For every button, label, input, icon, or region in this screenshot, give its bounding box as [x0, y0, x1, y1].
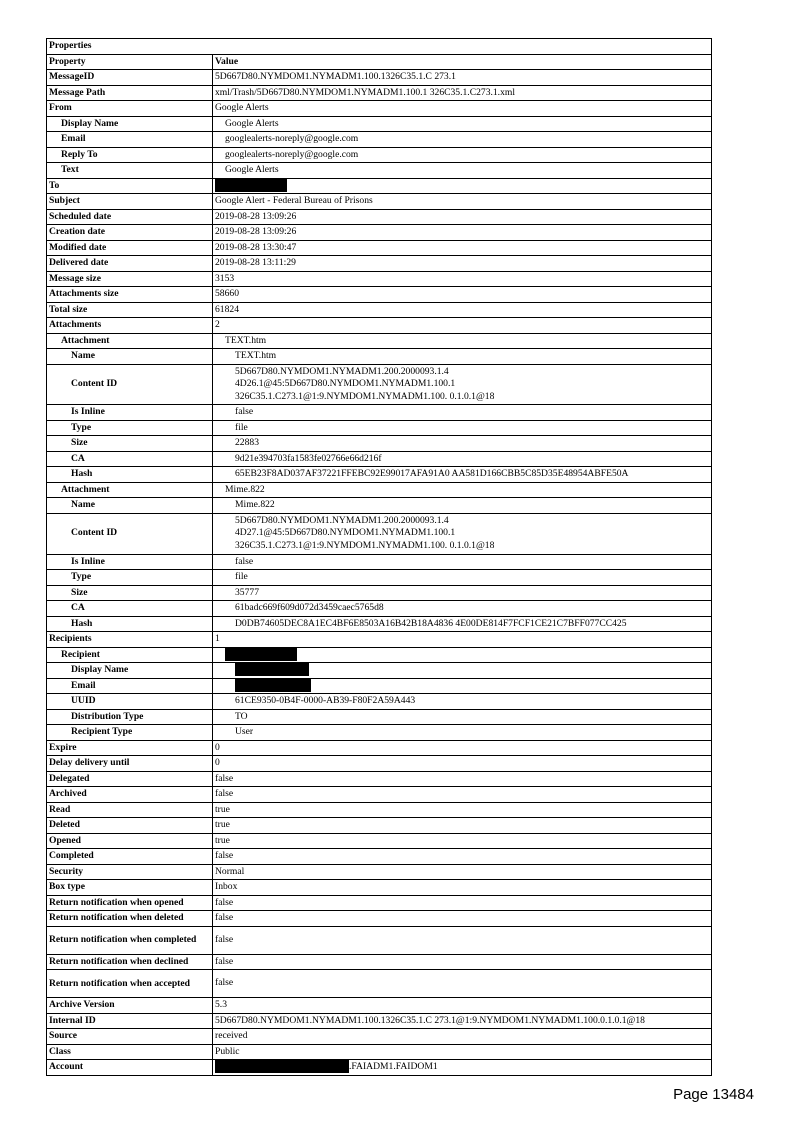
- table-row: [47, 467, 712, 483]
- table-row: [47, 954, 712, 970]
- row-key: Subject: [47, 194, 213, 210]
- row-value: 5D667D80.NYMDOM1.NYMADM1.100.1326C35.1.C 273.1@1:9.NYMDOM1.NYMADM1.100.0.1.0.1@18: [213, 1013, 712, 1029]
- row-value: 35777: [213, 585, 712, 601]
- row-value: true: [213, 833, 712, 849]
- row-key: Email: [47, 678, 213, 694]
- table-row: [47, 318, 712, 334]
- redaction-block: [235, 679, 311, 692]
- row-key: Archived: [47, 787, 213, 803]
- content-id-line: 5D667D80.NYMDOM1.NYMADM1.200.2000093.1.4: [235, 365, 449, 377]
- row-value: TEXT.htm: [213, 333, 712, 349]
- row-value: false: [213, 895, 712, 911]
- row-value: 2019-08-28 13:30:47: [213, 240, 712, 256]
- table-row: [47, 482, 712, 498]
- row-value: TEXT.htm: [213, 349, 712, 365]
- row-key: Return notification when declined: [47, 954, 213, 970]
- row-key: Class: [47, 1044, 213, 1060]
- table-row: [47, 132, 712, 148]
- table-row: [47, 756, 712, 772]
- row-key: Scheduled date: [47, 209, 213, 225]
- row-key: Deleted: [47, 818, 213, 834]
- table-header-row: [47, 54, 712, 70]
- row-value: false: [213, 954, 712, 970]
- column-header-value: Value: [213, 54, 712, 70]
- row-key: Total size: [47, 302, 213, 318]
- table-row: [47, 163, 712, 179]
- row-value: false: [213, 849, 712, 865]
- row-key: Source: [47, 1029, 213, 1045]
- row-key: Delay delivery until: [47, 756, 213, 772]
- row-value: xml/Trash/5D667D80.NYMDOM1.NYMADM1.100.1 326C35.1.C273.1.xml: [213, 85, 712, 101]
- row-key: UUID: [47, 694, 213, 710]
- row-key: Return notification when completed: [47, 926, 213, 954]
- table-row: [47, 663, 712, 679]
- table-row: [47, 554, 712, 570]
- content-id-line: 4D26.1@45:5D667D80.NYMDOM1.NYMADM1.100.1: [235, 378, 456, 390]
- row-key: Hash: [47, 467, 213, 483]
- row-value: [213, 513, 712, 554]
- row-value: Normal: [213, 864, 712, 880]
- row-value: 61824: [213, 302, 712, 318]
- table-row: [47, 926, 712, 954]
- table-row: [47, 256, 712, 272]
- row-key: Attachments size: [47, 287, 213, 303]
- table-row: [47, 895, 712, 911]
- table-row: [47, 647, 712, 663]
- content-id-line: 5D667D80.NYMDOM1.NYMADM1.200.2000093.1.4: [235, 514, 449, 526]
- table-row: [47, 287, 712, 303]
- table-row: [47, 420, 712, 436]
- row-value: 9d21e394703fa1583fe02766e66d216f: [213, 451, 712, 467]
- row-value: User: [213, 725, 712, 741]
- account-suffix: .FAIADM1.FAIDOM1: [349, 1061, 438, 1073]
- row-value: 2: [213, 318, 712, 334]
- row-key: Display Name: [47, 663, 213, 679]
- table-row: [47, 818, 712, 834]
- table-row: [47, 349, 712, 365]
- row-value: 61badc669f609d072d3459caec5765d8: [213, 601, 712, 617]
- table-row: [47, 271, 712, 287]
- row-value: googlealerts-noreply@google.com: [213, 132, 712, 148]
- row-key: From: [47, 101, 213, 117]
- row-key: Reply To: [47, 147, 213, 163]
- row-value: 1: [213, 632, 712, 648]
- content-id-line: 326C35.1.C273.1@1:9.NYMDOM1.NYMADM1.100. 0.1.0.1@18: [235, 390, 495, 402]
- row-key: Text: [47, 163, 213, 179]
- table-row: [47, 209, 712, 225]
- row-value: 5.3: [213, 998, 712, 1014]
- redaction-block: [235, 663, 309, 676]
- table-row: [47, 451, 712, 467]
- row-value: false: [213, 554, 712, 570]
- table-row: [47, 225, 712, 241]
- table-title: Properties: [47, 39, 712, 55]
- table-row: [47, 725, 712, 741]
- table-row: [47, 70, 712, 86]
- row-key: Expire: [47, 740, 213, 756]
- properties-sheet: [46, 38, 711, 1076]
- table-row: [47, 833, 712, 849]
- row-value: D0DB74605DEC8A1EC4BF6E8503A16B42B18A4836 4E00DE814F7FCF1CE21C7BFF077CC425: [213, 616, 712, 632]
- row-key: Display Name: [47, 116, 213, 132]
- row-value: file: [213, 420, 712, 436]
- row-value: false: [213, 970, 712, 998]
- table-title-row: [47, 39, 712, 55]
- row-key: Delegated: [47, 771, 213, 787]
- row-value: [213, 178, 712, 194]
- row-value: received: [213, 1029, 712, 1045]
- table-row: [47, 632, 712, 648]
- row-key: Recipient Type: [47, 725, 213, 741]
- row-value: Inbox: [213, 880, 712, 896]
- row-value: Google Alerts: [213, 163, 712, 179]
- table-row: [47, 1044, 712, 1060]
- table-row: [47, 709, 712, 725]
- row-value: [213, 364, 712, 405]
- row-key: Attachment: [47, 333, 213, 349]
- content-id-line: 4D27.1@45:5D667D80.NYMDOM1.NYMADM1.100.1: [235, 527, 456, 539]
- table-row: [47, 880, 712, 896]
- row-value: [213, 678, 712, 694]
- table-row: [47, 513, 712, 554]
- row-value: true: [213, 818, 712, 834]
- row-value: [213, 1060, 712, 1076]
- row-key: Is Inline: [47, 405, 213, 421]
- row-value: false: [213, 911, 712, 927]
- row-value: 5D667D80.NYMDOM1.NYMADM1.100.1326C35.1.C 273.1: [213, 70, 712, 86]
- table-row: [47, 771, 712, 787]
- row-key: Email: [47, 132, 213, 148]
- row-value: 2019-08-28 13:09:26: [213, 209, 712, 225]
- table-row: [47, 240, 712, 256]
- table-row: [47, 740, 712, 756]
- row-key: Message size: [47, 271, 213, 287]
- table-row: [47, 302, 712, 318]
- row-value: 2019-08-28 13:11:29: [213, 256, 712, 272]
- column-header-property: Property: [47, 54, 213, 70]
- row-key: Recipients: [47, 632, 213, 648]
- row-key: Internal ID: [47, 1013, 213, 1029]
- table-row: [47, 116, 712, 132]
- row-key: Name: [47, 349, 213, 365]
- row-value: 0: [213, 740, 712, 756]
- row-key: Return notification when deleted: [47, 911, 213, 927]
- page-number: Page 13484: [673, 1086, 754, 1103]
- table-row: [47, 101, 712, 117]
- row-key: CA: [47, 451, 213, 467]
- row-key: Completed: [47, 849, 213, 865]
- row-key: Modified date: [47, 240, 213, 256]
- table-row: [47, 1029, 712, 1045]
- row-key: To: [47, 178, 213, 194]
- table-row: [47, 570, 712, 586]
- table-row: [47, 147, 712, 163]
- row-key: MessageID: [47, 70, 213, 86]
- content-id-line: 326C35.1.C273.1@1:9.NYMDOM1.NYMADM1.100. 0.1.0.1@18: [235, 539, 495, 551]
- row-key: CA: [47, 601, 213, 617]
- row-key: Content ID: [47, 364, 213, 405]
- table-row: [47, 585, 712, 601]
- table-row: [47, 802, 712, 818]
- redaction-block: [225, 648, 297, 661]
- row-value: Google Alert - Federal Bureau of Prisons: [213, 194, 712, 210]
- row-key: Box type: [47, 880, 213, 896]
- properties-table: [46, 38, 712, 1076]
- row-key: Delivered date: [47, 256, 213, 272]
- row-key: Is Inline: [47, 554, 213, 570]
- row-value: false: [213, 787, 712, 803]
- table-row: [47, 1013, 712, 1029]
- row-value: Google Alerts: [213, 101, 712, 117]
- row-value: Public: [213, 1044, 712, 1060]
- table-row: [47, 364, 712, 405]
- row-key: Return notification when opened: [47, 895, 213, 911]
- row-value: 65EB23F8AD037AF37221FFEBC92E99017AFA91A0 AA581D166CBB5C85D35E48954ABFE50A: [213, 467, 712, 483]
- row-key: Attachment: [47, 482, 213, 498]
- row-value: false: [213, 771, 712, 787]
- row-key: Size: [47, 585, 213, 601]
- row-key: Type: [47, 420, 213, 436]
- row-key: Distribution Type: [47, 709, 213, 725]
- row-value: TO: [213, 709, 712, 725]
- row-key: Read: [47, 802, 213, 818]
- row-key: Hash: [47, 616, 213, 632]
- row-key: Account: [47, 1060, 213, 1076]
- table-row: [47, 601, 712, 617]
- table-row: [47, 333, 712, 349]
- row-key: Type: [47, 570, 213, 586]
- row-value: 0: [213, 756, 712, 772]
- row-value: file: [213, 570, 712, 586]
- row-value: Google Alerts: [213, 116, 712, 132]
- redaction-block: [215, 1060, 349, 1073]
- row-key: Content ID: [47, 513, 213, 554]
- row-value: [213, 663, 712, 679]
- table-row: [47, 85, 712, 101]
- table-row: [47, 998, 712, 1014]
- row-key: Security: [47, 864, 213, 880]
- row-value: false: [213, 926, 712, 954]
- row-value: 61CE9350-0B4F-0000-AB39-F80F2A59A443: [213, 694, 712, 710]
- row-value: true: [213, 802, 712, 818]
- row-key: Creation date: [47, 225, 213, 241]
- row-value: 3153: [213, 271, 712, 287]
- table-row: [47, 178, 712, 194]
- table-row: [47, 911, 712, 927]
- row-key: Recipient: [47, 647, 213, 663]
- row-key: Attachments: [47, 318, 213, 334]
- table-row: [47, 864, 712, 880]
- row-value: Mime.822: [213, 498, 712, 514]
- row-key: Size: [47, 436, 213, 452]
- table-row: [47, 787, 712, 803]
- table-row: [47, 970, 712, 998]
- table-row: [47, 678, 712, 694]
- row-key: Archive Version: [47, 998, 213, 1014]
- row-value: 58660: [213, 287, 712, 303]
- table-row: [47, 1060, 712, 1076]
- table-row: [47, 405, 712, 421]
- row-key: Opened: [47, 833, 213, 849]
- row-value: Mime.822: [213, 482, 712, 498]
- row-key: Message Path: [47, 85, 213, 101]
- table-row: [47, 436, 712, 452]
- table-row: [47, 194, 712, 210]
- row-value: 22883: [213, 436, 712, 452]
- row-value: [213, 647, 712, 663]
- redaction-block: [215, 179, 287, 192]
- table-row: [47, 616, 712, 632]
- row-key: Return notification when accepted: [47, 970, 213, 998]
- table-row: [47, 694, 712, 710]
- table-row: [47, 498, 712, 514]
- table-row: [47, 849, 712, 865]
- row-value: 2019-08-28 13:09:26: [213, 225, 712, 241]
- row-value: false: [213, 405, 712, 421]
- row-value: googlealerts-noreply@google.com: [213, 147, 712, 163]
- row-key: Name: [47, 498, 213, 514]
